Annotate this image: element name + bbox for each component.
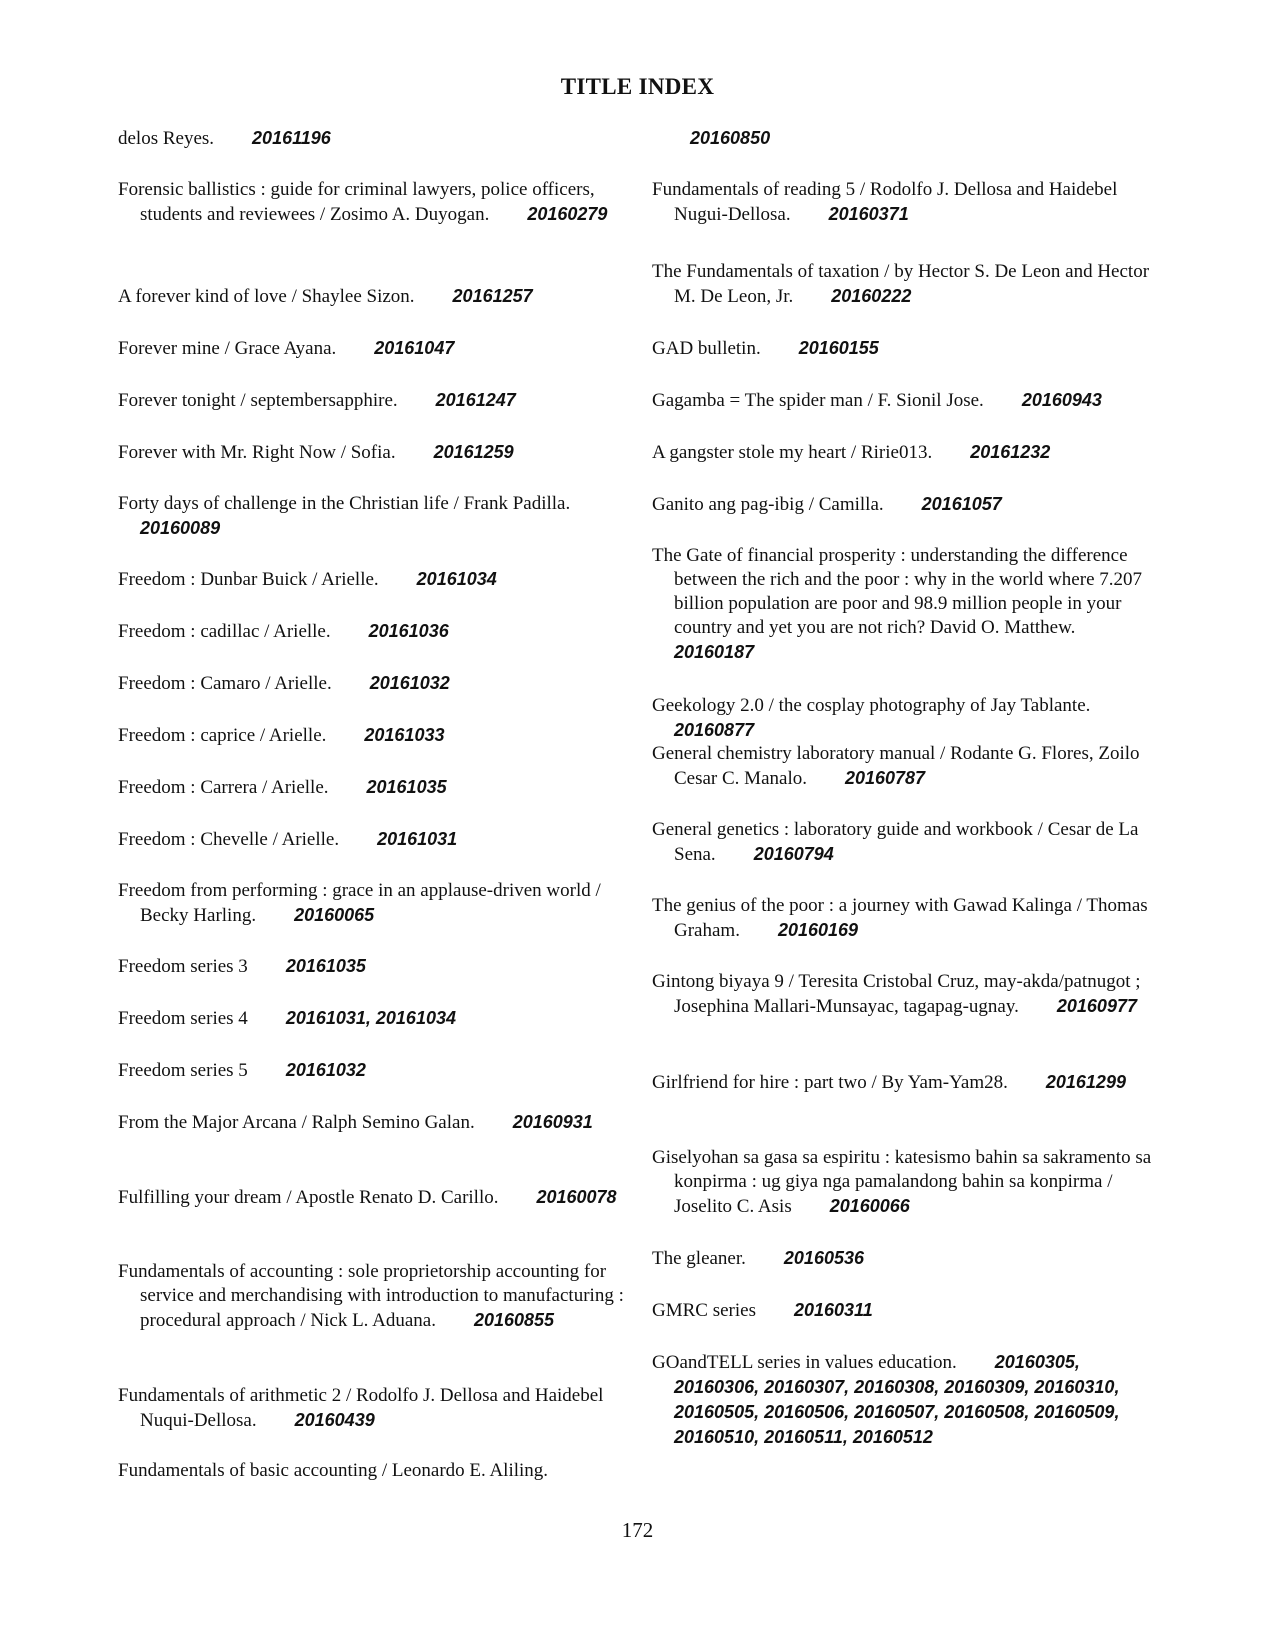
entry-title: Freedom : caprice / Arielle. bbox=[118, 725, 327, 746]
entry-title: Freedom series 5 bbox=[118, 1060, 248, 1081]
index-entry bbox=[652, 492, 1157, 517]
entry-title: Forty days of challenge in the Christian life / Frank Padilla. bbox=[118, 493, 571, 514]
accession-number: 20160850 bbox=[690, 128, 771, 148]
accession-number: 20160439 bbox=[294, 1410, 375, 1430]
index-entry bbox=[118, 827, 638, 852]
entry-title: Fundamentals of arithmetic 2 / Rodolfo J. Dellosa and Haidebel Nuqui-Dellosa. bbox=[118, 1385, 604, 1431]
index-entry bbox=[118, 1260, 638, 1333]
entry-title: General chemistry laboratory manual / Rodante G. Flores, Zoilo Cesar C. Manalo. bbox=[652, 743, 1140, 789]
entry-title: Freedom : cadillac / Arielle. bbox=[118, 621, 331, 642]
entry-title: From the Major Arcana / Ralph Semino Galan. bbox=[118, 1112, 475, 1133]
accession-number: 20160305, 20160306, 20160307, 20160308, 20160309, 20160310, 20160505, 20160506, 20160507, 20160508, 20160509, 20160510, 20160511, 20160512 bbox=[674, 1352, 1120, 1447]
entry-title: Forever tonight / septembersapphire. bbox=[118, 390, 398, 411]
accession-number: 20161057 bbox=[921, 494, 1002, 514]
index-entry bbox=[652, 126, 1157, 151]
index-entry bbox=[652, 260, 1157, 309]
index-entry bbox=[118, 440, 638, 465]
index-entry bbox=[652, 1350, 1157, 1450]
accession-number: 20161247 bbox=[435, 390, 516, 410]
entry-title: GAD bulletin. bbox=[652, 338, 761, 359]
entry-title: Gagamba = The spider man / F. Sionil Jose. bbox=[652, 390, 984, 411]
entry-title: General genetics : laboratory guide and workbook / Cesar de La Sena. bbox=[652, 819, 1139, 865]
index-entry bbox=[652, 694, 1157, 743]
accession-number: 20160169 bbox=[777, 920, 859, 940]
entry-title: Fundamentals of basic accounting / Leonardo E. Aliling. bbox=[118, 1460, 549, 1481]
index-entry bbox=[118, 1459, 638, 1483]
page-title: TITLE INDEX bbox=[560, 74, 715, 99]
entry-title: The Gate of financial prosperity : understanding the difference between the rich and the poor : why in the world where 7.207 billion population are poor and 98.9 million people in your country and yet you are not rich? David O. Matthew. bbox=[652, 545, 1143, 638]
index-entry bbox=[118, 126, 638, 151]
accession-number: 20160279 bbox=[527, 204, 608, 224]
index-entry bbox=[652, 1246, 1157, 1271]
index-entry bbox=[118, 284, 638, 309]
index-entry bbox=[118, 775, 638, 800]
entry-title: Forever with Mr. Right Now / Sofia. bbox=[118, 442, 396, 463]
index-entry bbox=[652, 894, 1157, 943]
accession-number: 20160977 bbox=[1056, 996, 1137, 1016]
entry-title: Freedom : Dunbar Buick / Arielle. bbox=[118, 569, 379, 590]
accession-number: 20160943 bbox=[1021, 390, 1102, 410]
accession-number: 20161299 bbox=[1045, 1072, 1126, 1092]
accession-number: 20160931 bbox=[512, 1112, 593, 1132]
accession-number: 20160855 bbox=[473, 1310, 555, 1330]
entry-title: A forever kind of love / Shaylee Sizon. bbox=[118, 286, 415, 307]
index-entry bbox=[118, 1185, 638, 1210]
entry-title: Gintong biyaya 9 / Teresita Cristobal Cruz, may-akda/patnugot ; Josephina Mallari-Munsayac, tagapag-ugnay. bbox=[652, 971, 1141, 1017]
index-entry bbox=[118, 1006, 638, 1031]
entry-title: The genius of the poor : a journey with Gawad Kalinga / Thomas Graham. bbox=[652, 895, 1148, 941]
index-entry bbox=[118, 336, 638, 361]
entry-title: Girlfriend for hire : part two / By Yam-Yam28. bbox=[652, 1072, 1008, 1093]
entry-title: GOandTELL series in values education. bbox=[652, 1352, 957, 1373]
accession-number: 20160089 bbox=[140, 518, 221, 538]
entry-title: Freedom series 4 bbox=[118, 1008, 248, 1029]
accession-number: 20160311 bbox=[793, 1300, 873, 1320]
entry-title: Giselyohan sa gasa sa espiritu : katesismo bahin sa sakramento sa konpirma : ug giya nga pamalandong bahin sa konpirma / Joselito C. Asis bbox=[652, 1147, 1152, 1217]
index-entry bbox=[652, 336, 1157, 361]
index-entry bbox=[118, 619, 638, 644]
accession-number: 20160078 bbox=[536, 1187, 617, 1207]
accession-number: 20160222 bbox=[831, 286, 912, 306]
entry-title: Freedom from performing : grace in an applause-driven world / Becky Harling. bbox=[118, 880, 601, 926]
accession-number: 20161232 bbox=[970, 442, 1051, 462]
accession-number: 20160794 bbox=[753, 844, 834, 864]
accession-number: 20161196 bbox=[252, 128, 331, 148]
entry-title: Ganito ang pag-ibig / Camilla. bbox=[652, 494, 884, 515]
entry-title: Fundamentals of accounting : sole proprietorship accounting for service and merchandising with introduction to manufacturing : procedural approach / Nick L. Aduana. bbox=[118, 1261, 624, 1331]
index-entry bbox=[652, 178, 1157, 227]
accession-number: 20160787 bbox=[844, 768, 926, 788]
entry-title: Fulfilling your dream / Apostle Renato D. Carillo. bbox=[118, 1187, 499, 1208]
index-entry bbox=[652, 1298, 1157, 1323]
entry-title: The Fundamentals of taxation / by Hector S. De Leon and Hector M. De Leon, Jr. bbox=[652, 261, 1150, 307]
accession-number: 20160065 bbox=[294, 905, 375, 925]
index-entry bbox=[118, 492, 638, 541]
index-entry bbox=[652, 544, 1157, 665]
accession-number: 20161047 bbox=[374, 338, 455, 358]
entry-title: Fundamentals of reading 5 / Rodolfo J. Dellosa and Haidebel Nugui-Dellosa. bbox=[652, 179, 1118, 225]
index-entry bbox=[652, 1146, 1157, 1219]
entry-title: GMRC series bbox=[652, 1300, 756, 1321]
index-entry bbox=[118, 388, 638, 413]
accession-number: 20160187 bbox=[674, 642, 755, 662]
index-entry bbox=[118, 178, 638, 227]
page-number: 172 bbox=[621, 1518, 654, 1542]
entry-title: Geekology 2.0 / the cosplay photography of Jay Tablante. bbox=[652, 695, 1091, 716]
index-entry bbox=[118, 723, 638, 748]
index-entry bbox=[118, 879, 638, 928]
entry-title: Freedom series 3 bbox=[118, 956, 248, 977]
index-entry bbox=[118, 954, 638, 979]
entry-title: Forensic ballistics : guide for criminal lawyers, police officers, students and reviewees / Zosimo A. Duyogan. bbox=[118, 179, 595, 225]
index-entry bbox=[118, 671, 638, 696]
entry-title: Freedom : Chevelle / Arielle. bbox=[118, 829, 340, 850]
accession-number: 20161035 bbox=[366, 777, 447, 797]
accession-number: 20161034 bbox=[416, 569, 497, 589]
entry-title: A gangster stole my heart / Ririe013. bbox=[652, 442, 933, 463]
accession-number: 20161035 bbox=[285, 956, 366, 976]
accession-number: 20161032 bbox=[369, 673, 450, 693]
accession-number: 20160536 bbox=[783, 1248, 864, 1268]
accession-number: 20161031, 20161034 bbox=[285, 1008, 456, 1028]
index-entry bbox=[652, 818, 1157, 867]
index-entry bbox=[118, 1058, 638, 1083]
accession-number: 20161259 bbox=[433, 442, 514, 462]
index-entry bbox=[652, 970, 1157, 1019]
entry-title: Forever mine / Grace Ayana. bbox=[118, 338, 337, 359]
accession-number: 20161031 bbox=[377, 829, 458, 849]
index-entry bbox=[652, 1070, 1157, 1095]
index-entry bbox=[652, 440, 1157, 465]
accession-number: 20161036 bbox=[368, 621, 449, 641]
index-entry bbox=[652, 388, 1157, 413]
entry-title: Freedom : Carrera / Arielle. bbox=[118, 777, 329, 798]
index-entry bbox=[118, 1384, 638, 1433]
entry-title: The gleaner. bbox=[652, 1248, 746, 1269]
accession-number: 20160371 bbox=[828, 204, 909, 224]
index-entry bbox=[118, 1110, 638, 1135]
accession-number: 20160066 bbox=[829, 1196, 910, 1216]
accession-number: 20161033 bbox=[364, 725, 445, 745]
accession-number: 20160155 bbox=[798, 338, 879, 358]
accession-number: 20160877 bbox=[674, 720, 755, 740]
index-entry bbox=[652, 742, 1157, 791]
accession-number: 20161257 bbox=[452, 286, 533, 306]
accession-number: 20161032 bbox=[285, 1060, 366, 1080]
entry-title: Freedom : Camaro / Arielle. bbox=[118, 673, 332, 694]
entry-title: delos Reyes. bbox=[118, 128, 215, 149]
index-entry bbox=[118, 567, 638, 592]
